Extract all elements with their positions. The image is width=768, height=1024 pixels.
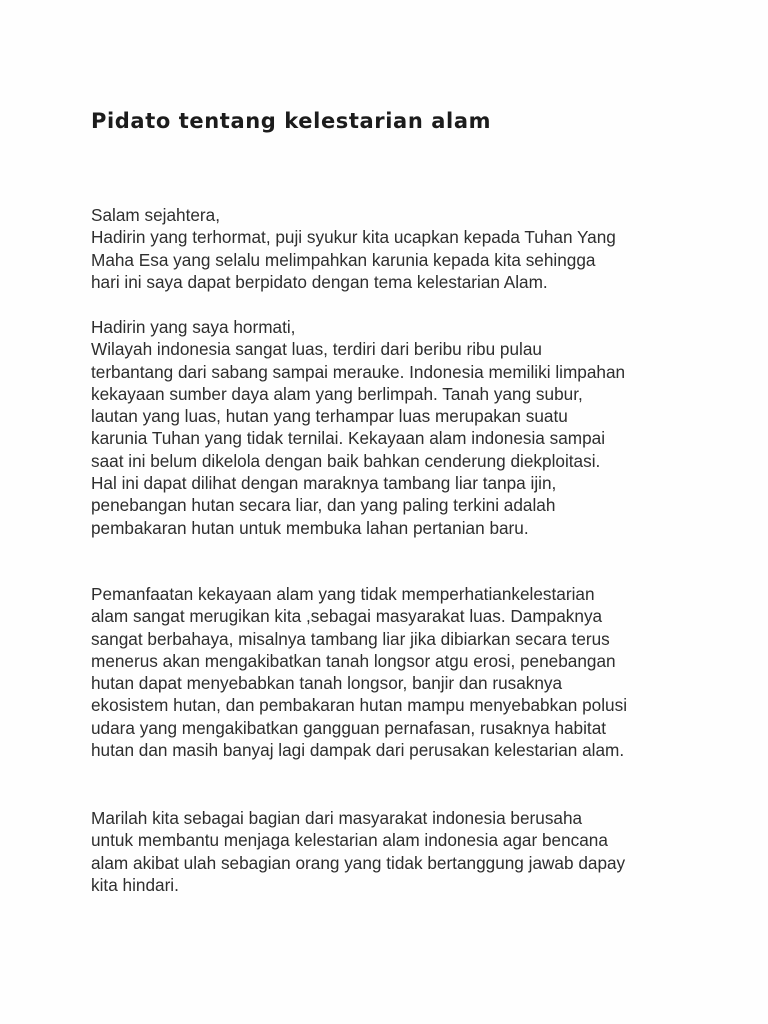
text-line: hutan dapat menyebabkan tanah longsor, banjir dan rusaknya (91, 673, 563, 694)
text-line: Salam sejahtera, (91, 205, 220, 225)
text-line: kekayaan sumber daya alam yang berlimpah. Tanah yang subur, (91, 383, 583, 404)
text-line: untuk membantu menjaga kelestarian alam indonesia agar bencana (91, 830, 608, 851)
text-line: Hadirin yang terhormat, puji syukur kita ucapkan kepada Tuhan Yang (91, 227, 616, 248)
text-line: ekosistem hutan, dan pembakaran hutan mampu menyebabkan polusi (91, 695, 628, 716)
text-line: sangat berbahaya, misalnya tambang liar jika dibiarkan secara terus (91, 628, 610, 649)
document-title: Pidato tentang kelestarian alam (91, 109, 492, 133)
paragraph-wealth (91, 316, 625, 539)
text-line: hari ini saya dapat berpidato dengan tema kelestarian Alam. (91, 271, 548, 292)
text-line: lautan yang luas, hutan yang terhampar luas merupakan suatu (91, 406, 568, 427)
text-line: Hal ini dapat dilihat dengan maraknya tambang liar tanpa ijin, (91, 473, 557, 494)
text-line: Hadirin yang saya hormati, (91, 317, 296, 337)
text-line: Pemanfaatan kekayaan alam yang tidak memperhatiankelestarian (91, 584, 595, 604)
paragraph-greeting (91, 204, 616, 293)
text-line: terbantang dari sabang sampai merauke. Indonesia memiliki limpahan (91, 361, 626, 382)
text-line: saat ini belum dikelola dengan baik bahkan cenderung diekploitasi. (91, 450, 601, 471)
paragraph-closing (91, 807, 625, 896)
text-line: penebangan hutan secara liar, dan yang paling terkini adalah (91, 495, 556, 516)
text-line: alam akibat ulah sebagian orang yang tidak bertanggung jawab dapay (91, 852, 626, 873)
text-line: udara yang mengakibatkan gangguan pernafasan, rusaknya habitat (91, 717, 607, 738)
text-line: alam sangat merugikan kita ,sebagai masyarakat luas. Dampaknya (91, 606, 603, 627)
text-line: Marilah kita sebagai bagian dari masyarakat indonesia berusaha (91, 808, 583, 828)
text-line: karunia Tuhan yang tidak ternilai. Kekayaan alam indonesia sampai (91, 428, 606, 449)
text-line: menerus akan mengakibatkan tanah longsor atgu erosi, penebangan (91, 650, 616, 671)
text-line: Maha Esa yang selalu melimpahkan karunia kepada kita sehingga (91, 249, 596, 270)
text-line: kita hindari. (91, 874, 179, 895)
text-line: Wilayah indonesia sangat luas, terdiri dari beribu ribu pulau (91, 339, 542, 360)
paragraph-impact (91, 583, 627, 761)
text-line: hutan dan masih banyaj lagi dampak dari perusakan kelestarian alam. (91, 740, 625, 761)
text-line: pembakaran hutan untuk membuka lahan pertanian baru. (91, 517, 529, 538)
